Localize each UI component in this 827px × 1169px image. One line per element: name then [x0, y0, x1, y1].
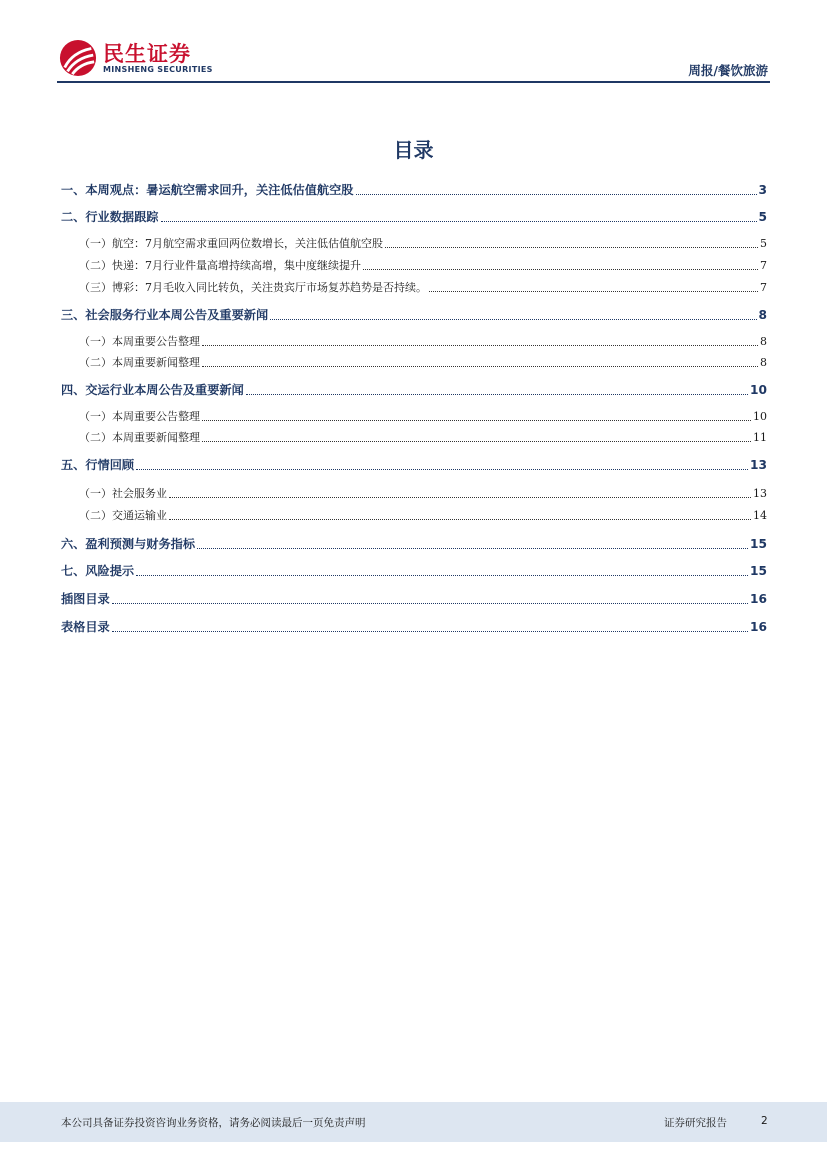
page-number: 2 — [761, 1115, 768, 1127]
toc-entry-title: 表格目录 — [61, 620, 110, 634]
toc-leader-dots — [202, 345, 758, 346]
toc-entry-title: （一）社会服务业 — [79, 487, 167, 500]
toc-leader-dots — [356, 194, 757, 195]
toc-entry-title: （二）本周重要新闻整理 — [79, 356, 200, 369]
toc-entry-title: （二）交通运输业 — [79, 509, 167, 522]
toc-leader-dots — [161, 221, 757, 222]
toc-leader-dots — [112, 603, 748, 604]
toc-entry-page: 10 — [753, 410, 767, 423]
toc-entry-page: 8 — [760, 335, 767, 348]
toc-leader-dots — [246, 394, 748, 395]
toc-entry-page: 8 — [758, 308, 767, 322]
toc-entry-page: 16 — [750, 620, 767, 634]
toc-leader-dots — [202, 366, 758, 367]
toc-entry-title: 六、盈利预测与财务指标 — [61, 537, 196, 551]
toc-entry[interactable] — [61, 279, 767, 295]
toc-entry[interactable] — [61, 181, 767, 198]
toc-entry-page: 8 — [760, 356, 767, 369]
toc-entry[interactable] — [61, 408, 767, 424]
toc-entry[interactable] — [61, 562, 767, 579]
toc-entry[interactable] — [61, 535, 767, 552]
toc-entry[interactable] — [61, 333, 767, 349]
toc-entry-title: （一）本周重要公告整理 — [79, 410, 200, 423]
toc-leader-dots — [136, 575, 748, 576]
minsheng-logo-icon — [59, 39, 97, 77]
toc-entry[interactable] — [61, 456, 767, 473]
footer-disclaimer: 本公司具备证券投资咨询业务资格，请务必阅读最后一页免责声明 — [61, 1117, 366, 1129]
toc-leader-dots — [429, 291, 758, 292]
toc-entry-title: （二）本周重要新闻整理 — [79, 431, 200, 444]
toc-entry[interactable] — [61, 485, 767, 501]
toc-entry-title: 七、风险提示 — [61, 564, 135, 578]
toc-entry-page: 14 — [753, 509, 767, 522]
toc-entry-page: 7 — [760, 281, 767, 294]
toc-entry-page: 15 — [750, 537, 767, 551]
toc-entry[interactable] — [61, 235, 767, 251]
toc-entry-title: 二、行业数据跟踪 — [61, 210, 159, 224]
toc-entry-title: （一）航空：7月航空需求重回两位数增长，关注低估值航空股 — [79, 237, 383, 250]
toc-leader-dots — [169, 519, 751, 520]
header-divider — [57, 81, 770, 83]
page-title: 目录 — [393, 138, 434, 162]
report-category: 周报/餐饮旅游 — [688, 63, 768, 78]
toc-entry-page: 3 — [758, 183, 767, 197]
page-footer — [0, 1102, 827, 1142]
toc-leader-dots — [112, 631, 748, 632]
toc-entry[interactable] — [61, 618, 767, 635]
toc-entry-page: 13 — [750, 458, 767, 472]
logo-chinese-name: 民生证券 — [103, 42, 191, 66]
toc-entry-page: 5 — [758, 210, 767, 224]
logo-english-name: MINSHENG SECURITIES — [103, 65, 213, 74]
toc-entry[interactable] — [61, 507, 767, 523]
page-header — [57, 36, 770, 84]
toc-leader-dots — [202, 441, 751, 442]
toc-leader-dots — [270, 319, 756, 320]
toc-entry[interactable] — [61, 208, 767, 225]
company-logo — [57, 36, 217, 80]
toc-entry[interactable] — [61, 354, 767, 370]
toc-entry-title: （一）本周重要公告整理 — [79, 335, 200, 348]
toc-entry[interactable] — [61, 590, 767, 607]
toc-entry-title: 四、交运行业本周公告及重要新闻 — [61, 383, 244, 397]
toc-leader-dots — [385, 247, 758, 248]
toc-leader-dots — [136, 469, 748, 470]
toc-entry-title: （三）博彩：7月毛收入同比转负，关注贵宾厅市场复苏趋势是否持续。 — [79, 281, 427, 294]
toc-entry-page: 7 — [760, 259, 767, 272]
toc-leader-dots — [169, 497, 751, 498]
toc-leader-dots — [202, 420, 751, 421]
toc-entry-page: 15 — [750, 564, 767, 578]
toc-entry[interactable] — [61, 429, 767, 445]
toc-entry-title: 三、社会服务行业本周公告及重要新闻 — [61, 308, 269, 322]
toc-entry[interactable] — [61, 381, 767, 398]
toc-entry-title: 一、本周观点：暑运航空需求回升，关注低估值航空股 — [61, 183, 354, 197]
footer-doc-type: 证券研究报告 — [664, 1117, 727, 1129]
toc-entry-page: 5 — [760, 237, 767, 250]
toc-entry[interactable] — [61, 306, 767, 323]
toc-entry-title: 插图目录 — [61, 592, 110, 606]
toc-entry-title: 五、行情回顾 — [61, 458, 135, 472]
toc-entry-page: 10 — [750, 383, 767, 397]
toc-entry-title: （二）快递：7月行业件量高增持续高增，集中度继续提升 — [79, 259, 361, 272]
toc-entry-page: 11 — [753, 431, 767, 444]
toc-entry-page: 16 — [750, 592, 767, 606]
toc-entry[interactable] — [61, 257, 767, 273]
toc-entry-page: 13 — [753, 487, 767, 500]
toc-leader-dots — [197, 548, 748, 549]
toc-leader-dots — [363, 269, 758, 270]
